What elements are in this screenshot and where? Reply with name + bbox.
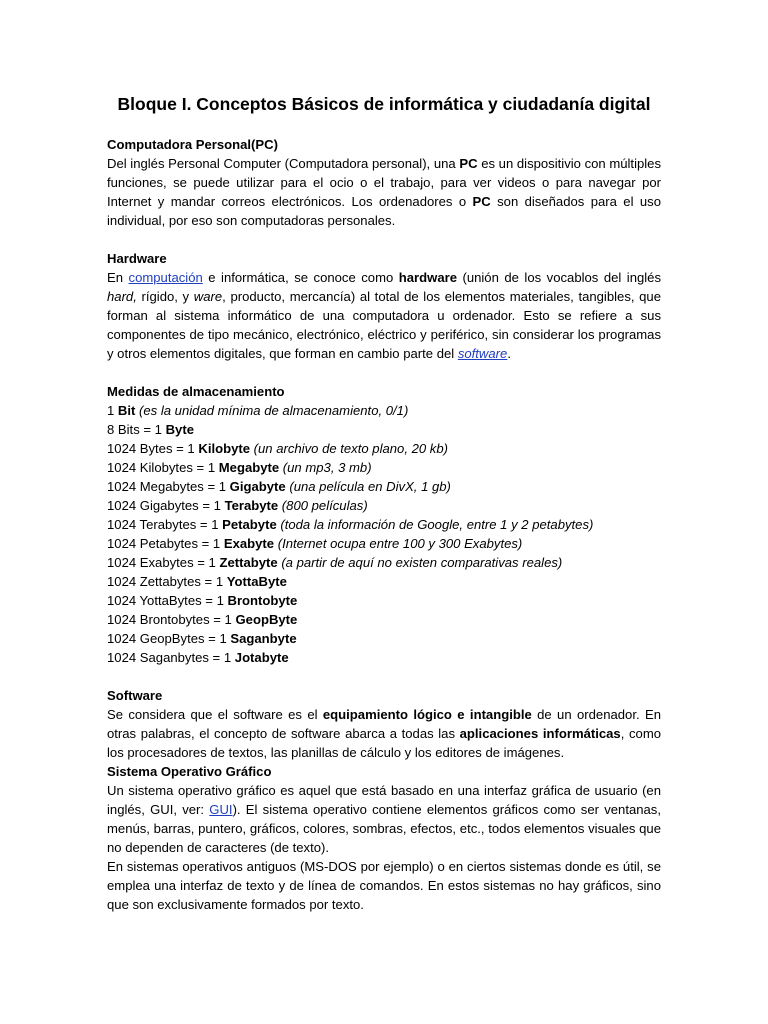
bold-term: PC bbox=[459, 156, 478, 171]
storage-line bbox=[107, 591, 661, 610]
storage-unit: Bit bbox=[117, 403, 136, 418]
paragraph-software bbox=[107, 705, 661, 762]
bold-term: hardware bbox=[398, 270, 457, 285]
storage-unit: Jotabyte bbox=[234, 650, 289, 665]
storage-unit: Zettabyte bbox=[219, 555, 278, 570]
italic-term: ware bbox=[193, 289, 223, 304]
storage-equation: 1024 Terabytes = 1 bbox=[107, 517, 223, 532]
storage-note: (800 películas) bbox=[278, 498, 368, 513]
link-computacion[interactable]: computación bbox=[128, 270, 203, 285]
text-span: son diseñados para el uso individual, por eso son computadoras personales. bbox=[107, 194, 661, 228]
text-span: e informática, se conoce como bbox=[202, 270, 399, 285]
spacer bbox=[107, 667, 661, 686]
bold-term: aplicaciones informáticas bbox=[459, 726, 621, 741]
storage-note: (un mp3, 3 mb) bbox=[279, 460, 372, 475]
storage-line bbox=[107, 629, 661, 648]
text-span: rígido, y bbox=[136, 289, 194, 304]
storage-unit: Megabyte bbox=[218, 460, 280, 475]
storage-line bbox=[107, 553, 661, 572]
paragraph-pc bbox=[107, 154, 661, 230]
storage-unit: Petabyte bbox=[222, 517, 277, 532]
bold-term: equipamiento lógico e intangible bbox=[322, 707, 532, 722]
storage-note: (es la unidad mínima de almacenamiento, 0/1) bbox=[135, 403, 409, 418]
text-span: , como los procesadores de textos, las planillas de cálculo y los editores de imágenes. bbox=[107, 726, 662, 760]
storage-equation: 1024 Bytes = 1 bbox=[107, 441, 199, 456]
spacer bbox=[107, 230, 661, 249]
storage-line bbox=[107, 420, 661, 439]
storage-equation: 1024 Zettabytes = 1 bbox=[107, 574, 227, 589]
storage-note: (a partir de aquí no existen comparativas reales) bbox=[277, 555, 563, 570]
storage-line bbox=[107, 515, 661, 534]
section-heading-software: Software bbox=[107, 688, 163, 703]
storage-equation: 1024 YottaBytes = 1 bbox=[107, 593, 228, 608]
storage-note: (toda la información de Google, entre 1 y 2 petabytes) bbox=[276, 517, 594, 532]
storage-note: (una película en DivX, 1 gb) bbox=[285, 479, 451, 494]
section-heading-hardware: Hardware bbox=[107, 251, 167, 266]
paragraph-gui-2: En sistemas operativos antiguos (MS-DOS por ejemplo) o en ciertos sistemas donde es útil, se emplea una interfaz de texto y de línea de comandos. En estos sistemas no hay gráficos, sino que son exclusivamente formados por texto. bbox=[107, 859, 661, 912]
storage-equation: 1024 Megabytes = 1 bbox=[107, 479, 230, 494]
storage-note: (un archivo de texto plano, 20 kb) bbox=[250, 441, 448, 456]
storage-unit: Kilobyte bbox=[198, 441, 251, 456]
storage-equation: 1024 GeopBytes = 1 bbox=[107, 631, 231, 646]
storage-unit: GeopByte bbox=[235, 612, 298, 627]
storage-unit: Gigabyte bbox=[229, 479, 286, 494]
storage-unit: Brontobyte bbox=[227, 593, 298, 608]
link-text: software bbox=[457, 346, 508, 361]
section-heading-storage: Medidas de almacenamiento bbox=[107, 384, 285, 399]
section-heading-pc: Computadora Personal(PC) bbox=[107, 137, 278, 152]
link-software[interactable] bbox=[458, 346, 508, 361]
storage-line bbox=[107, 534, 661, 553]
storage-equation: 1024 Brontobytes = 1 bbox=[107, 612, 236, 627]
text-span: , producto, mercancía) al total de los elementos materiales, tangibles, que forman al sistema informático de una computadora u ordenador. Esto se refiere a sus componentes de tipo mecánico, electrónico, eléctrico y periférico, sin considerar los programas y otros elementos digitales, que forman en cambio parte del bbox=[107, 289, 661, 361]
paragraph-hardware bbox=[107, 268, 661, 363]
storage-note: (Internet ocupa entre 100 y 300 Exabytes) bbox=[274, 536, 523, 551]
spacer bbox=[107, 363, 661, 382]
storage-unit: YottaByte bbox=[226, 574, 287, 589]
storage-unit: Exabyte bbox=[223, 536, 275, 551]
text-span: Un sistema operativo gráfico es aquel que está basado en una interfaz gráfica de usuario (en inglés, GUI, ver: bbox=[107, 783, 661, 817]
storage-unit: Saganbyte bbox=[230, 631, 297, 646]
storage-list bbox=[107, 401, 661, 667]
text-span: ). El sistema operativo contiene elementos gráficos como ser ventanas, menús, barras, puntero, gráficos, colores, sombras, efectos, etc., todos elementos visuales que no dependen de caracteres (de texto). bbox=[107, 802, 661, 855]
storage-equation: 1024 Saganbytes = 1 bbox=[107, 650, 235, 665]
link-gui[interactable]: GUI bbox=[209, 802, 233, 817]
storage-line bbox=[107, 648, 661, 667]
text-span: En bbox=[107, 270, 129, 285]
storage-equation: 1 bbox=[107, 403, 118, 418]
storage-equation: 8 Bits = 1 bbox=[107, 422, 166, 437]
storage-equation: 1024 Kilobytes = 1 bbox=[107, 460, 219, 475]
italic-term: hard, bbox=[107, 289, 137, 304]
text-span: Del inglés Personal Computer (Computadora personal), una bbox=[107, 156, 460, 171]
storage-equation: 1024 Exabytes = 1 bbox=[107, 555, 220, 570]
storage-line bbox=[107, 477, 661, 496]
text-span: de un ordenador. En otras palabras, el concepto de software abarca a todas las bbox=[107, 707, 661, 741]
storage-line bbox=[107, 439, 661, 458]
storage-line bbox=[107, 572, 661, 591]
text-span: . bbox=[507, 346, 511, 361]
storage-line bbox=[107, 610, 661, 629]
text-span: Se considera que el software es el bbox=[107, 707, 323, 722]
text-span: (unión de los vocablos del inglés bbox=[456, 270, 662, 285]
storage-line bbox=[107, 401, 661, 420]
storage-equation: 1024 Gigabytes = 1 bbox=[107, 498, 225, 513]
paragraph-gui bbox=[107, 781, 661, 857]
storage-line bbox=[107, 458, 661, 477]
storage-unit: Byte bbox=[165, 422, 194, 437]
storage-unit: Terabyte bbox=[224, 498, 279, 513]
section-heading-gui: Sistema Operativo Gráfico bbox=[107, 764, 272, 779]
bold-term: PC bbox=[472, 194, 491, 209]
document-body bbox=[107, 135, 661, 914]
page-title: Bloque I. Conceptos Básicos de informática y ciudadanía digital bbox=[117, 94, 651, 114]
storage-line bbox=[107, 496, 661, 515]
storage-equation: 1024 Petabytes = 1 bbox=[107, 536, 224, 551]
text-span: es un dispositivio con múltiples funciones, se puede utilizar para el ocio o el trabajo, para ver videos o para navegar por Internet y mandar correos electrónicos. Los ordenadores o bbox=[107, 156, 662, 209]
